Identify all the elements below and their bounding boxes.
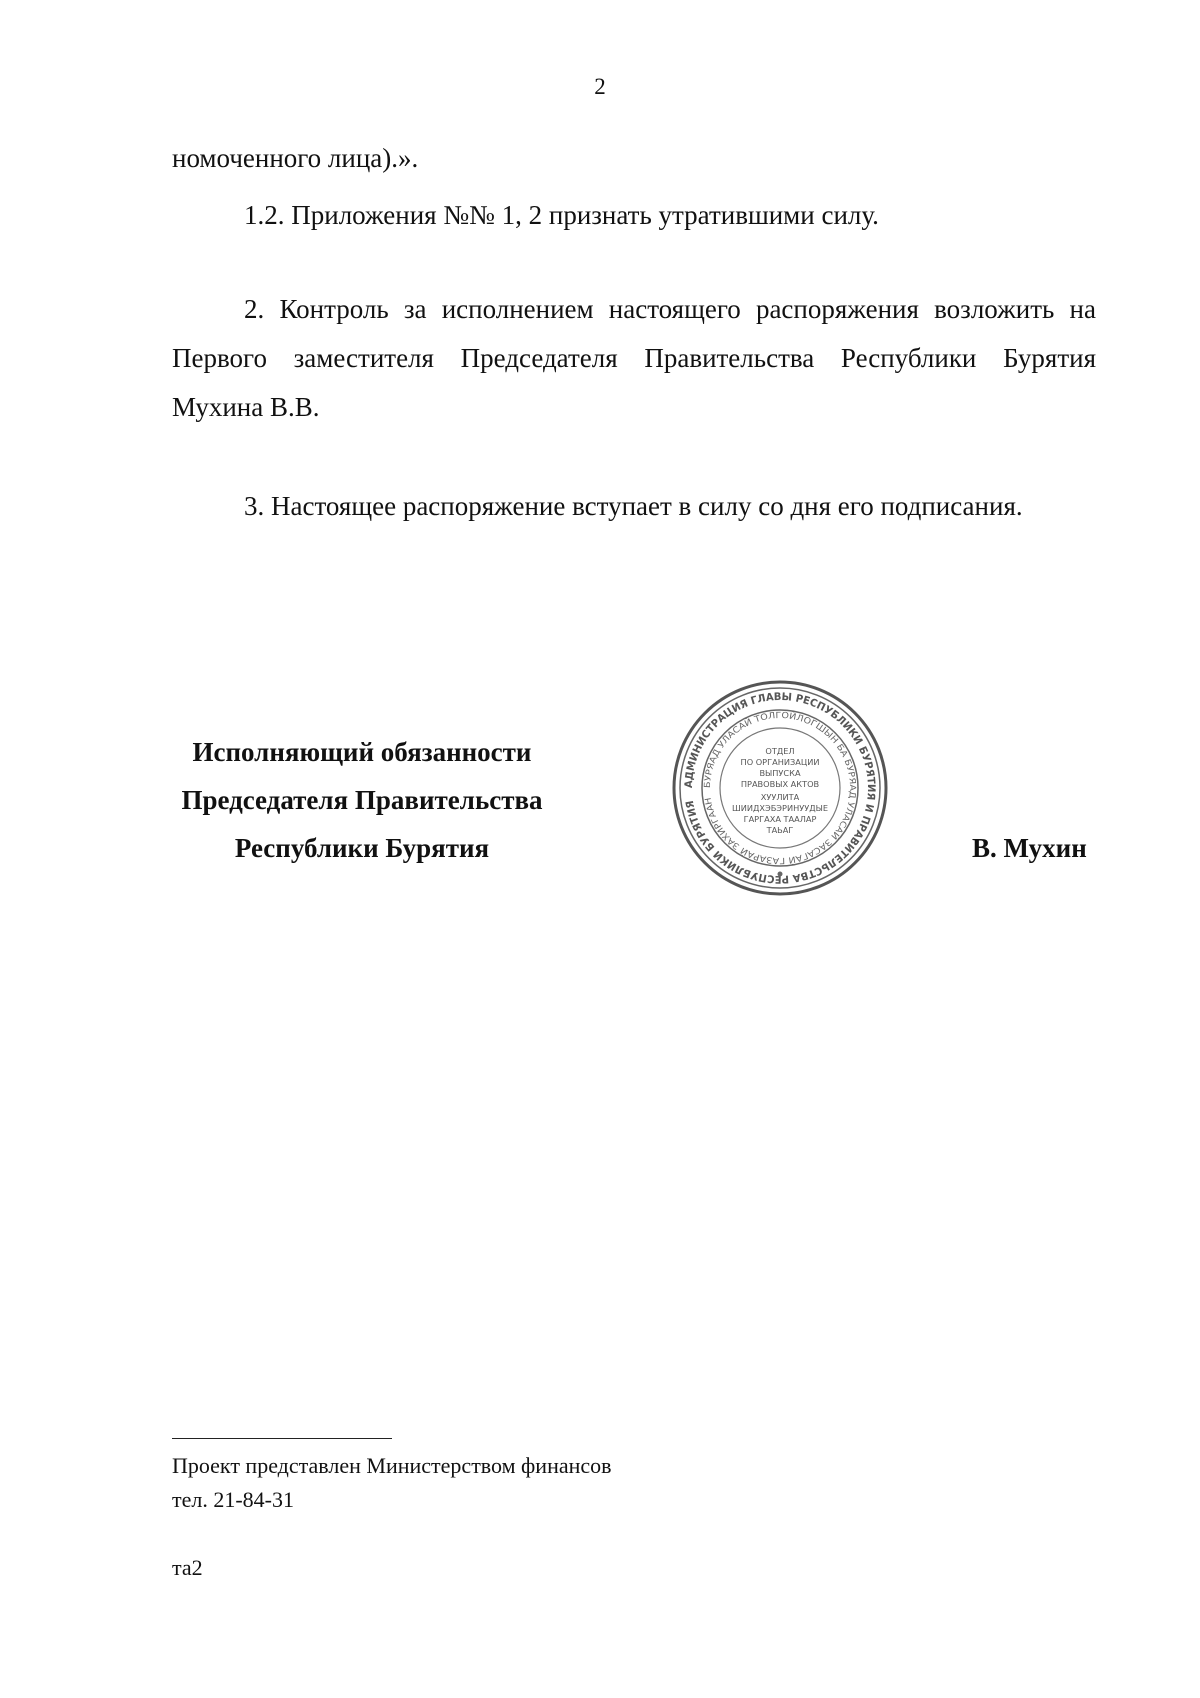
footer-code: та2 — [172, 1555, 203, 1580]
seal-center-line-7: ГАРГАХА ТААЛАР — [743, 814, 817, 824]
body-line-continuation: номоченного лица).». — [172, 143, 419, 173]
footer-divider — [172, 1438, 392, 1439]
seal-image — [670, 678, 890, 898]
seal-center-line-6: ШИИДХЭБЭРИНУУДЫЕ — [731, 803, 829, 813]
signature-title-line-3: Республики Бурятия — [234, 833, 490, 863]
official-seal — [670, 678, 890, 898]
seal-center-line-8: ТАЬАГ — [766, 825, 794, 835]
seal-center-line-4: ПРАВОВЫХ АКТОВ — [740, 779, 820, 789]
body-para-2-line-1-text: 2. Контроль за исполнением настоящего распоряжения возложить на — [244, 294, 1096, 324]
seal-center-line-3: ВЫПУСКА — [759, 768, 801, 778]
body-para-2-line-3: Мухина В.В. — [172, 392, 320, 422]
page-number: 2 — [594, 74, 606, 99]
seal-center-line-5: ХУУЛИТА — [760, 792, 800, 802]
seal-outer-textpath: АДМИНИСТРАЦИЯ ГЛАВЫ РЕСПУБЛИКИ БУРЯТИЯ И ПРАВИТЕЛЬСТВА РЕСПУБЛИКИ БУРЯТИЯ — [682, 690, 878, 886]
signature-title-line-2: Председателя Правительства — [181, 785, 543, 815]
footer-phone: тел. 21-84-31 — [172, 1487, 295, 1512]
body-para-2-line-2-text: Первого заместителя Председателя Правительства Республики Бурятия — [172, 343, 1096, 373]
seal-center-block — [732, 746, 828, 835]
body-para-3: 3. Настоящее распоряжение вступает в силу со дня его подписания. — [244, 491, 1023, 521]
seal-inner-textpath: БУРЯАД УЛАСАЙ ТОЛГОЙЛОГШЫН БА БУРЯАД УЛАСАЙ ЗАСАГАЙ ГАЗАРАЙ ЗАХИРГААН — [702, 710, 858, 866]
body-para-2-line-2 — [172, 342, 1096, 374]
signature-title-line-1: Исполняющий обязанности — [192, 737, 532, 767]
seal-center-line-2: ПО ОРГАНИЗАЦИИ — [740, 757, 820, 767]
body-para-2-line-1 — [244, 293, 1096, 325]
signature-name: В. Мухин — [972, 833, 1087, 863]
seal-center-line-1: ОТДЕЛ — [765, 746, 795, 756]
body-item-1-2: 1.2. Приложения №№ 1, 2 признать утратившими силу. — [244, 200, 879, 230]
footer-project-note: Проект представлен Министерством финансов — [172, 1453, 612, 1478]
